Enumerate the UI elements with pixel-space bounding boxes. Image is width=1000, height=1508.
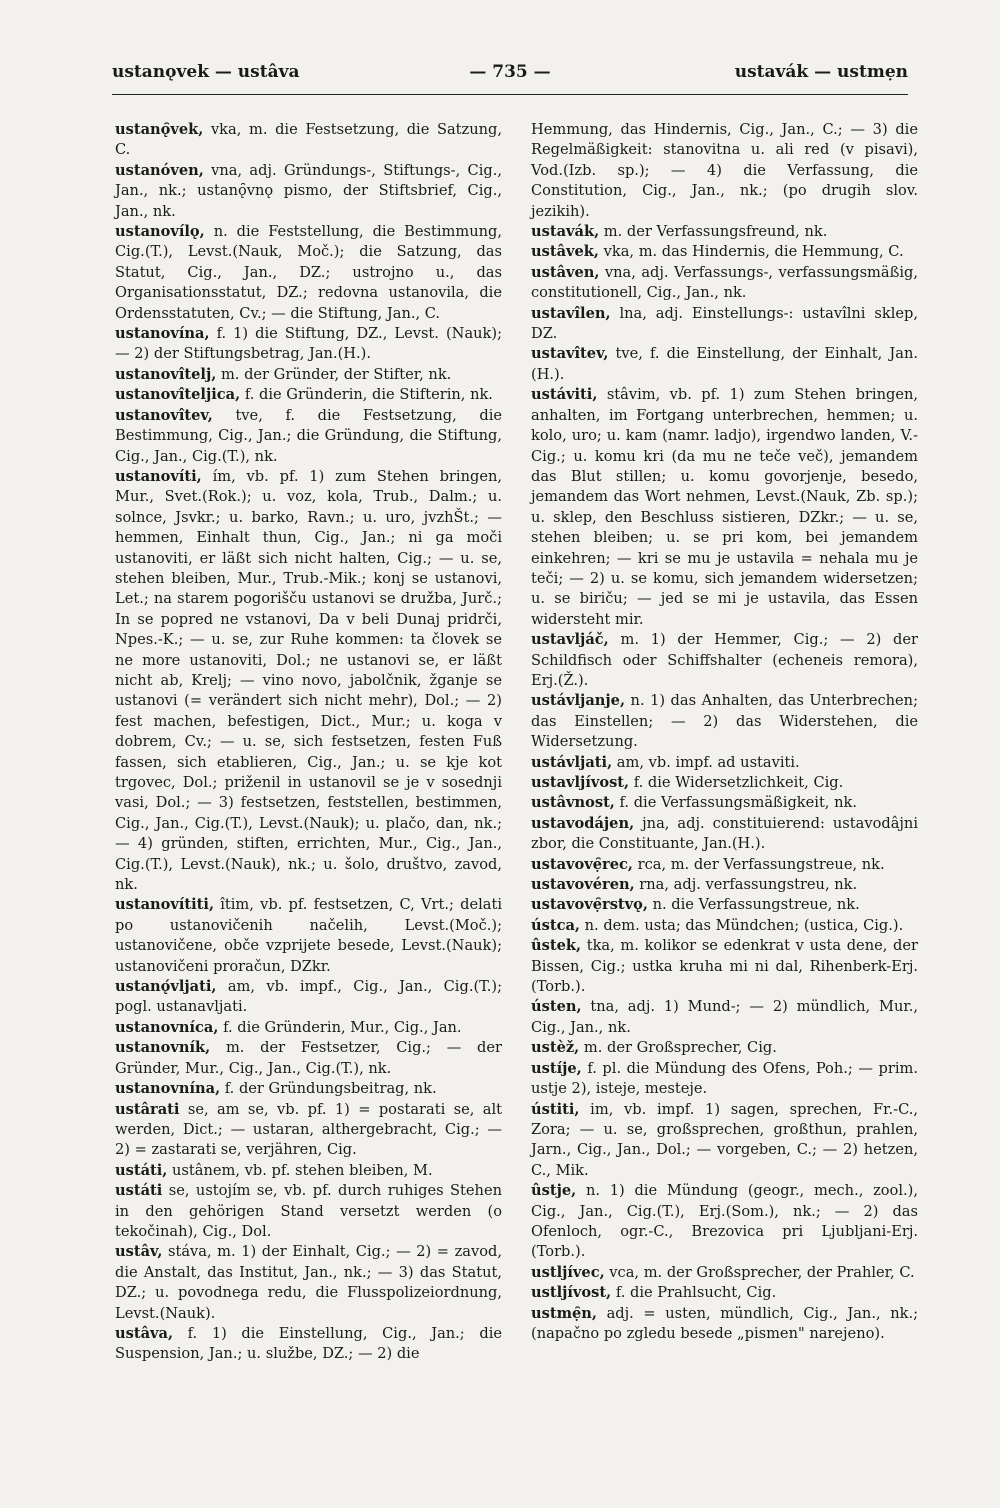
dictionary-entry xyxy=(531,1059,918,1100)
entry-headword: ustâvnost, xyxy=(531,794,615,812)
dictionary-entry xyxy=(531,385,918,630)
dictionary-entry xyxy=(531,120,918,222)
entry-headword: ustavîlen, xyxy=(531,304,611,322)
entry-headword: ustáti xyxy=(115,1182,163,1200)
entry-definition: ustânem, vb. pf. stehen bleiben, M. xyxy=(167,1161,433,1179)
dictionary-entry xyxy=(531,1100,918,1182)
dictionary-entry xyxy=(531,1263,918,1283)
dictionary-entry xyxy=(115,1242,502,1324)
header-left-guide-word: ustanǫvek — ustâva xyxy=(112,62,300,82)
dictionary-entry xyxy=(531,997,918,1038)
entry-definition: rna, adj. verfassungstreu, nk. xyxy=(634,876,858,894)
dictionary-entry xyxy=(531,916,918,936)
entry-definition: n. die Feststellung, die Bestimmung, Cig.(T.), Levst.(Nauk, Moč.); die Satzung, das Statut, Cig., Jan., DZ.; ustrojno u., das Organisationsstatut, DZ.; redovna ustanovila, die Ordensstatuten, Cv.; — die Stiftung, Jan., C. xyxy=(115,223,502,322)
dictionary-entry xyxy=(531,753,918,773)
dictionary-entry xyxy=(531,814,918,855)
dictionary-entry xyxy=(531,242,918,262)
entry-headword: ustíje, xyxy=(531,1059,582,1077)
header-right-guide-word: ustavák — ustmẹn xyxy=(734,62,908,82)
dictionary-entry xyxy=(115,1079,502,1099)
entry-definition: m. 1) der Hemmer, Cig.; — 2) der Schildfisch oder Schiffshalter (echeneis remora), Erj.(Ž.). xyxy=(531,631,918,689)
page-number: — 735 — xyxy=(469,62,551,82)
entry-definition: tve, f. die Festsetzung, die Bestimmung, Cig., Jan.; die Gründung, die Stiftung, Cig., Jan., Cig.(T.), nk. xyxy=(115,406,502,465)
entry-definition: f. die Verfassungsmäßigkeit, nk. xyxy=(614,794,857,812)
entry-definition: m. der Festsetzer, Cig.; — der Gründer, Mur., Cig., Jan., Cig.(T.), nk. xyxy=(115,1039,502,1077)
entry-headword: ustavovẹ̑rec, xyxy=(531,855,633,873)
entry-definition: rca, m. der Verfassungstreue, nk. xyxy=(632,855,885,873)
dictionary-entry xyxy=(115,406,502,467)
dictionary-entry xyxy=(531,222,918,242)
dictionary-entry xyxy=(531,936,918,997)
dictionary-entry xyxy=(115,895,502,977)
running-head xyxy=(112,62,908,88)
dictionary-entry xyxy=(531,344,918,385)
dictionary-entry xyxy=(115,467,502,896)
entry-headword: ústca, xyxy=(531,916,580,934)
dictionary-entry xyxy=(115,324,502,365)
dictionary-entry xyxy=(531,1181,918,1263)
dictionary-entry xyxy=(531,793,918,813)
entry-definition: tve, f. die Einstellung, der Einhalt, Jan.(H.). xyxy=(531,345,918,383)
dictionary-entry xyxy=(531,630,918,691)
entry-headword: ustâvek, xyxy=(531,243,599,261)
dictionary-entry xyxy=(531,304,918,345)
entry-definition: vca, m. der Großsprecher, der Prahler, C. xyxy=(604,1263,915,1281)
dictionary-entry xyxy=(115,222,502,324)
entry-definition: f. die Widersetzlichkeit, Cig. xyxy=(629,774,844,791)
entry-headword: ustanovîtelj, xyxy=(115,365,217,383)
entry-definition: am, vb. impf., Cig., Jan., Cig.(T.); pogl. ustanavljati. xyxy=(115,978,502,1016)
entry-definition: adj. = usten, mündlich, Cig., Jan., nk.; (napačno po zgledu besede „pismen" narejeno). xyxy=(531,1304,918,1342)
entry-headword: ustavovéren, xyxy=(531,876,635,894)
entry-headword: ustâven, xyxy=(531,263,600,281)
dictionary-entry xyxy=(531,263,918,304)
entry-definition: se, ustojím se, vb. pf. durch ruhiges Stehen in den gehörigen Stand versetzt werden (o tekočinah), Cig., Dol. xyxy=(115,1182,502,1240)
dictionary-entry xyxy=(115,385,502,405)
dictionary-entry xyxy=(531,875,918,895)
entry-headword: ustljívost, xyxy=(531,1284,612,1302)
dictionary-entry xyxy=(531,1304,918,1345)
entry-headword: ûstje, xyxy=(531,1182,577,1200)
right-column xyxy=(531,120,918,1344)
entry-definition: n. die Verfassungstreue, nk. xyxy=(647,896,860,914)
entry-definition: f. die Prahlsucht, Cig. xyxy=(611,1284,777,1302)
dictionary-entry xyxy=(531,773,918,793)
entry-definition: vna, adj. Gründungs-, Stiftungs-, Cig., Jan., nk.; ustanǫ̑vnǫ pismo, der Stiftsbrief, Cig., Jan., nk. xyxy=(115,161,502,220)
dictionary-entry xyxy=(115,1018,502,1038)
entry-definition: se, am se, vb. pf. 1) = postarati se, alt werden, Dict.; — ustaran, althergebracht, Cig.; — 2) = zastarati se, verjähren, Cig. xyxy=(115,1100,502,1159)
entry-definition: f. pl. die Mündung des Ofens, Poh.; — prim. ustje 2), isteje, mesteje. xyxy=(531,1059,918,1098)
dictionary-entry xyxy=(531,1038,918,1058)
entry-definition: f. die Gründerin, Mur., Cig., Jan. xyxy=(218,1018,462,1036)
entry-headword: ustanóven, xyxy=(115,161,204,179)
entry-definition: n. 1) das Anhalten, das Unterbrechen; das Einstellen; — 2) das Widerstehen, die Widersetzung. xyxy=(531,692,918,751)
entry-definition: im, vb. impf. 1) sagen, sprechen, Fr.-C., Zora; — u. se, großsprechen, großthun, prahlen, Jarn., Cig., Jan., Dol.; — vorgeben, C.; — 2) hetzen, C., Mik. xyxy=(531,1100,918,1179)
entry-headword: ustmẹ̑n, xyxy=(531,1304,597,1322)
entry-definition: f. 1) die Einstellung, Cig., Jan.; die Suspension, Jan.; u. službe, DZ.; — 2) die xyxy=(115,1324,502,1363)
dictionary-entry xyxy=(115,365,502,385)
entry-headword: ustanǫ́vljati, xyxy=(115,978,217,996)
entry-definition: m. der Gründer, der Stifter, nk. xyxy=(216,365,452,383)
entry-headword: ustavljívost, xyxy=(531,774,630,791)
dictionary-entry xyxy=(531,855,918,875)
entry-headword: ustavodájen, xyxy=(531,814,635,832)
entry-headword: ustâva, xyxy=(115,1324,174,1342)
dictionary-entry xyxy=(115,1100,502,1161)
entry-headword: ustanǫ̑vek, xyxy=(115,121,204,138)
entry-headword: ustanovíti, xyxy=(115,467,202,485)
entry-definition: vka, m. das Hindernis, die Hemmung, C. xyxy=(598,243,904,261)
entry-headword: ûstek, xyxy=(531,937,582,955)
entry-definition: f. die Gründerin, die Stifterin, nk. xyxy=(240,386,493,404)
entry-definition: îtim, vb. pf. festsetzen, C, Vrt.; delati po ustanovičenih načelih, Levst.(Moč.); ustanovičene, obče vzprijete besede, Levst.(Nauk); ustanovičeni proračun, DZkr. xyxy=(115,896,502,975)
dictionary-entry xyxy=(115,1161,502,1181)
entry-headword: ustanovína, xyxy=(115,325,210,343)
dictionary-entry xyxy=(531,895,918,915)
dictionary-entry xyxy=(115,1038,502,1079)
entry-headword: ustljívec, xyxy=(531,1263,605,1281)
left-column xyxy=(115,120,502,1365)
entry-definition: tna, adj. 1) Mund-; — 2) mündlich, Mur., Cig., Jan., nk. xyxy=(531,998,918,1036)
entry-headword: ustáviti, xyxy=(531,386,598,404)
entry-definition: f. 1) die Stiftung, DZ., Levst. (Nauk); — 2) der Stiftungsbetrag, Jan.(H.). xyxy=(115,325,502,363)
entry-headword: ustanovníca, xyxy=(115,1018,219,1036)
entry-definition: lna, adj. Einstellungs-: ustavîlni sklep, DZ. xyxy=(531,304,918,343)
entry-headword: ustáti, xyxy=(115,1161,168,1179)
entry-headword: ustávljati, xyxy=(531,753,613,771)
entry-headword: ustavovẹ̑rstvǫ, xyxy=(531,896,648,914)
dictionary-entry xyxy=(115,977,502,1018)
entry-headword: ustanovítiti, xyxy=(115,896,215,914)
dictionary-entry xyxy=(115,161,502,222)
entry-definition: f. der Gründungsbeitrag, nk. xyxy=(220,1080,437,1098)
entry-definition: am, vb. impf. ad ustaviti. xyxy=(612,753,800,771)
entry-definition: ím, vb. pf. 1) zum Stehen bringen, Mur., Svet.(Rok.); u. voz, kola, Trub., Dalm.; u. solnce, Jsvkr.; u. barko, Ravn.; u. uro, jvzhŠt.; — hemmen, Einhalt thun, Cig., Jan.; ni ga moči ustanoviti, er läßt sich nicht halten, Cig.; — u. se, stehen bleiben, Mur., Trub.-Mik.; konj se ustanovi, Let.; na starem pogorišču ustanovi se družba, Jurč.; In se popred ne vstanovi, Da v beli Dunaj pridrči, Npes.-K.; — u. se, zur Ruhe kommen: ta človek se ne more ustanoviti, Dol.; ne ustanovi se, er läßt nicht ab, Krelj; — vino novo, jabolčnik, žganje se ustanovi (= verändert sich nicht mehr), Dol.; — 2) fest machen, befestigen, Dict., Mur.; u. koga v dobrem, Cv.; — u. se, sich festsetzen, festen Fuß fassen, sich etablieren, Cig., Jan.; u. se kje kot trgovec, Dol.; priženil in ustanovil se je v sosednji vasi, Dol.; — 3) festsetzen, feststellen, bestimmen, Cig., Jan., Cig.(T.), Levst.(Nauk); u. plačo, dan, nk.; — 4) gründen, stiften, errichten, Mur., Cig., Jan., Cig.(T.), Levst.(Nauk), nk.; u. šolo, društvo, zavod, nk. xyxy=(115,467,502,894)
entry-headword: ustâv, xyxy=(115,1243,163,1261)
entry-headword: ústen, xyxy=(531,998,582,1016)
entry-definition: vka, m. die Festsetzung, die Satzung, C. xyxy=(115,121,502,159)
entry-headword: ustavljáč, xyxy=(531,631,609,649)
entry-headword: ustavîtev, xyxy=(531,345,609,363)
entry-definition: m. der Großsprecher, Cig. xyxy=(579,1039,777,1057)
entry-definition: n. dem. usta; das Mündchen; (ustica, Cig.). xyxy=(580,916,904,934)
entry-headword: ústiti, xyxy=(531,1100,580,1118)
entry-headword: ustanovîteljica, xyxy=(115,386,241,404)
entry-definition: m. der Verfassungsfreund, nk. xyxy=(599,223,828,241)
entry-definition: n. 1) die Mündung (geogr., mech., zool.), Cig., Jan., Cig.(T.), Erj.(Som.), nk.; — 2) das Ofenloch, ogr.-C., Brezovica pri Ljubljani-Erj.(Torb.). xyxy=(531,1182,918,1261)
entry-headword: ustanovílǫ, xyxy=(115,223,205,241)
entry-headword: ustanovnína, xyxy=(115,1080,221,1098)
dictionary-entry xyxy=(115,1324,502,1365)
entry-headword: ustávljanje, xyxy=(531,692,626,710)
entry-definition: jna, adj. constituierend: ustavodâjni zbor, die Constituante, Jan.(H.). xyxy=(531,814,918,853)
header-rule xyxy=(112,94,908,95)
entry-headword: ustanovník, xyxy=(115,1039,211,1057)
entry-headword: ustârati xyxy=(115,1100,180,1118)
entry-definition: Hemmung, das Hindernis, Cig., Jan., C.; — 3) die Regelmäßigkeit: stanovitna u. ali red (v pisavi), Vod.(Izb. sp.); — 4) die Verfassung, die Constitution, Cig., Jan., nk.; (po drugih slov. jezikih). xyxy=(531,121,918,220)
entry-definition: vna, adj. Verfassungs-, verfassungsmäßig, constitutionell, Cig., Jan., nk. xyxy=(531,263,918,302)
entry-headword: ustavák, xyxy=(531,223,600,241)
dictionary-entry xyxy=(531,691,918,752)
entry-headword: ustanovîtev, xyxy=(115,406,213,424)
dictionary-entry xyxy=(531,1283,918,1303)
entry-definition: stâvim, vb. pf. 1) zum Stehen bringen, anhalten, im Fortgang unterbrechen, hemmen; u. kolo, uro; u. kam (namr. ladjo), irgendwo landen, V.-Cig.; u. komu kri (da mu ne teče več), jemandem das Blut stillen; u. komu govorjenje, besedo, jemandem das Wort nehmen, Levst.(Nauk, Zb. sp.); u. sklep, den Beschluss sistieren, DZkr.; — u. se, stehen bleiben; u. se pri kom, bei jemandem einkehren; — kri se mu je ustavila = nehala mu je teči; — 2) u. se komu, sich jemandem widersetzen; u. se biriču; — jed se mi je ustavila, das Essen widersteht mir. xyxy=(531,386,918,628)
dictionary-entry xyxy=(115,1181,502,1242)
entry-headword: ustèž, xyxy=(531,1039,580,1057)
dictionary-entry xyxy=(115,120,502,161)
entry-definition: tka, m. kolikor se edenkrat v usta dene, der Bissen, Cig.; ustka kruha mi ni dal, Rihenberk-Erj.(Torb.). xyxy=(531,937,918,996)
entry-definition: stáva, m. 1) der Einhalt, Cig.; — 2) = zavod, die Anstalt, das Institut, Jan., nk.; — 3) das Statut, DZ.; u. povodnega redu, die Flusspolizeiordnung, Levst.(Nauk). xyxy=(115,1243,502,1322)
